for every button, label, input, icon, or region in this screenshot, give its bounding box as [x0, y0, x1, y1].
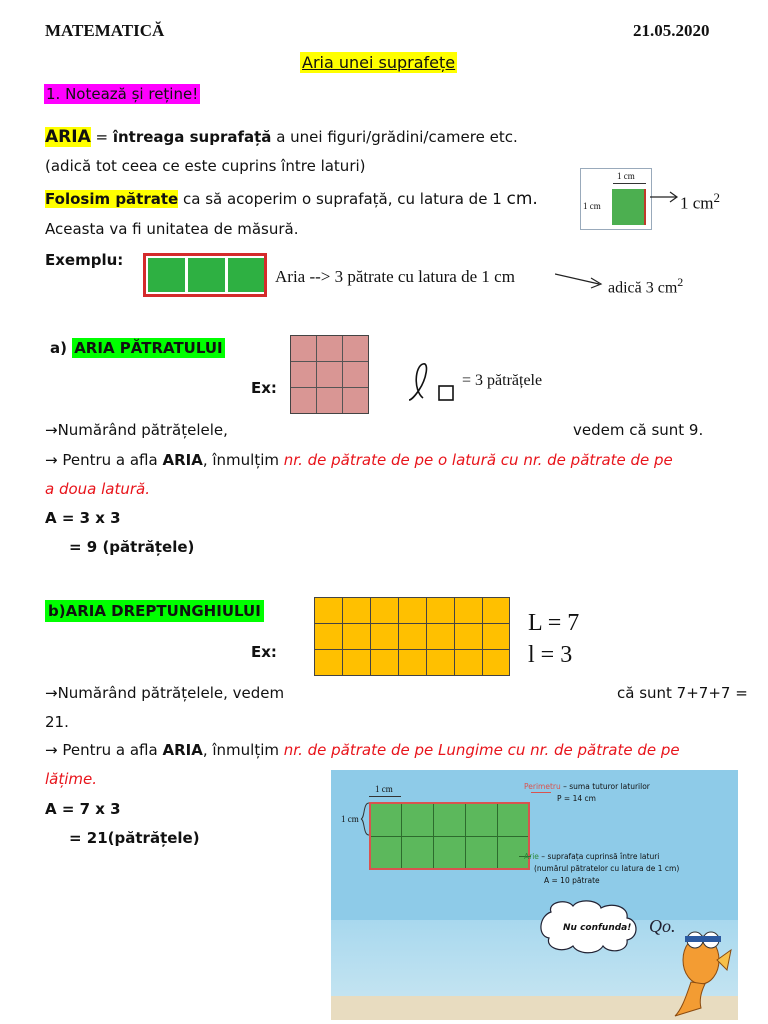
- aria-word: ARIA: [45, 127, 91, 147]
- date-header: 21.05.2020: [633, 21, 710, 40]
- grid-line: [398, 598, 399, 675]
- example-label: Exemplu:: [45, 251, 124, 269]
- example-square-3: [228, 258, 264, 292]
- example-result-exp: 2: [677, 275, 684, 289]
- grid-line: [291, 361, 368, 362]
- rect-line-1a: →Numărând pătrățelele, vedem: [45, 684, 285, 702]
- illus-top-label: 1 cm: [375, 784, 393, 794]
- illus-rectangle: [369, 802, 530, 870]
- unit-result-text: 1 cm: [680, 193, 714, 213]
- grid-line: [342, 336, 343, 413]
- perimetru-desc: – suma tuturor laturilor: [560, 782, 650, 791]
- perimetru-title: Perimetru: [524, 782, 561, 791]
- unit-square-top-label: 1 cm: [617, 171, 635, 181]
- square-ex-label: Ex:: [251, 379, 277, 397]
- rect-line-3: lățime.: [45, 770, 98, 788]
- section-label: 1. Notează și reține!: [46, 85, 199, 103]
- example-arrow-icon: [555, 270, 605, 292]
- definition-line-3-rest: ca să acoperim o suprafață, cu latura de 1: [178, 190, 507, 208]
- example-result-text: adică 3 cm: [608, 279, 678, 297]
- square-heading: [50, 339, 225, 357]
- square-line-2-aria: ARIA: [162, 451, 203, 469]
- unit-arrow-icon: [650, 190, 680, 204]
- illustration-panel: [331, 770, 738, 1020]
- rect-line-1c: 21.: [45, 713, 69, 731]
- grid-line: [315, 649, 509, 650]
- speech-bubble-text: Nu confunda!: [563, 923, 632, 933]
- page-title: Aria unei suprafețe: [302, 53, 456, 72]
- perimetru-value: P = 14 cm: [557, 794, 596, 803]
- rect-width: l = 3: [528, 642, 573, 668]
- unit-square: [612, 189, 646, 225]
- thought-bubbles: Qo.: [649, 916, 676, 936]
- grid-line: [482, 598, 483, 675]
- rect-line-2: [45, 741, 680, 759]
- grid-line: [315, 623, 509, 624]
- subject-header: MATEMATICĂ: [45, 21, 165, 40]
- square-grid: [290, 335, 369, 414]
- perimetru-label: [524, 782, 650, 791]
- unit-square-left-label: 1 cm: [583, 201, 601, 211]
- grid-line: [342, 598, 343, 675]
- definition-line-2: (adică tot ceea ce este cuprins între laturi): [45, 157, 366, 175]
- square-line-1b: vedem că sunt 9.: [573, 421, 704, 439]
- rect-line-1b: că sunt 7+7+7 =: [617, 684, 748, 702]
- grid-line: [454, 598, 455, 675]
- example-square-1: [148, 258, 185, 292]
- arie-title: Arie: [524, 852, 539, 861]
- grid-line: [426, 598, 427, 675]
- square-line-2a: → Pentru a afla: [45, 451, 163, 469]
- square-formula-1: A = 3 x 3: [45, 509, 121, 527]
- square-line-2c: , înmulțim: [202, 451, 284, 469]
- grid-line: [370, 598, 371, 675]
- square-line-3: a doua latură.: [45, 480, 150, 498]
- definition-line-4: Aceasta va fi unitatea de măsură.: [45, 220, 299, 238]
- grid-line: [316, 336, 317, 413]
- example-result: [608, 275, 683, 297]
- unit-result-exp: 2: [713, 190, 721, 205]
- unit-cm: cm.: [506, 189, 538, 209]
- folosim-patrate: Folosim pătrate: [45, 190, 179, 208]
- perimetru-pointer: [531, 792, 551, 793]
- rect-formula-1: A = 7 x 3: [45, 800, 121, 818]
- arie-label: [524, 852, 659, 861]
- square-line-2-red: nr. de pătrate de pe o latură cu nr. de pătrate de pe: [283, 451, 673, 469]
- unit-result: [680, 190, 720, 214]
- rect-heading: b)ARIA DREPTUNGHIULUI: [45, 600, 264, 622]
- fish-mascot-icon: [671, 920, 735, 1020]
- rect-length: L = 7: [528, 610, 580, 636]
- rect-line-2-red: nr. de pătrate de pe Lungime cu nr. de pătrate de pe: [283, 741, 680, 759]
- arie-desc: – suprafața cuprinsă între laturi: [538, 852, 660, 861]
- illus-top-dimension: [369, 796, 401, 797]
- definition-rest: a unei figuri/grădini/camere etc.: [271, 128, 518, 146]
- grid-line: [291, 387, 368, 388]
- illus-left-label: 1 cm: [341, 814, 359, 824]
- square-heading-prefix: a): [50, 339, 73, 357]
- arie-desc-2: (numărul pătratelor cu latura de 1 cm): [534, 864, 680, 873]
- square-heading-text: ARIA PĂTRATULUI: [74, 339, 223, 357]
- example-text: Aria --> 3 pătrate cu latura de 1 cm: [275, 267, 515, 286]
- definition-bold: întreaga suprafață: [112, 128, 272, 146]
- rect-formula-2: = 21(pătrățele): [69, 829, 200, 847]
- equals-sign: =: [90, 128, 113, 146]
- square-line-2: [45, 451, 673, 469]
- arie-value: A = 10 pătrate: [544, 876, 600, 885]
- rect-ex-label: Ex:: [251, 643, 277, 661]
- example-square-2: [188, 258, 225, 292]
- unit-square-figure: [580, 168, 652, 230]
- rect-line-2c: , înmulțim: [202, 741, 284, 759]
- side-symbol-icon: [405, 360, 461, 404]
- rect-grid: [314, 597, 510, 676]
- definition-line-1: [45, 127, 518, 147]
- square-line-1a: →Numărând pătrățelele,: [45, 421, 228, 439]
- top-dimension-line: [613, 183, 646, 186]
- definition-line-3: [45, 189, 538, 209]
- square-side-note: = 3 pătrățele: [462, 372, 543, 389]
- rect-line-2a: → Pentru a afla: [45, 741, 163, 759]
- rect-line-2-aria: ARIA: [162, 741, 203, 759]
- square-formula-2: = 9 (pătrățele): [69, 538, 195, 556]
- example-three-squares: [143, 253, 267, 297]
- grid-line: [371, 836, 528, 837]
